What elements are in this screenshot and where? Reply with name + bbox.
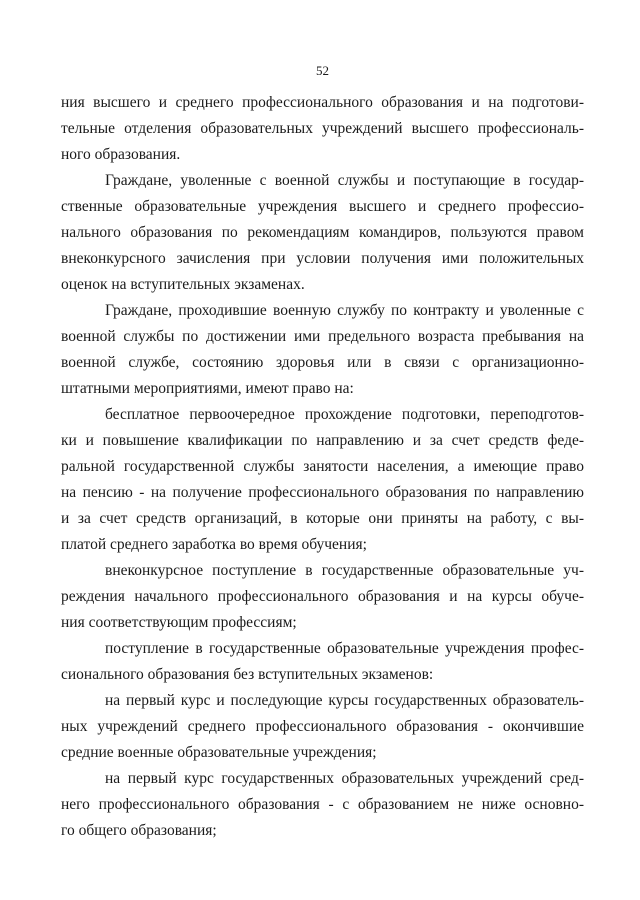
body-text (61, 90, 584, 844)
text-line: Граждане, проходившие военную службу по контракту и уволенные с (105, 302, 584, 319)
text-line: ных учреждений среднего профессионального образования - окончившие (61, 718, 584, 735)
text-line: Граждане, уволенные с военной службы и поступающие в государ- (105, 172, 584, 189)
text-line: го общего образования; (61, 822, 217, 839)
text-line: оценок на вступительных экзаменах. (61, 276, 305, 293)
text-line: средние военные образовательные учреждения; (61, 744, 377, 761)
text-line: ственные образовательные учреждения высшего и среднего профессио- (61, 198, 584, 215)
text-line: реждения начального профессионального образования и на курсы обуче- (61, 588, 584, 605)
paragraph (61, 558, 584, 636)
text-line: внеконкурсное поступление в государственные образовательные уч- (105, 562, 584, 579)
text-line: на первый курс государственных образовательных учреждений сред- (105, 770, 584, 787)
text-line: ния высшего и среднего профессионального образования и на подготови- (61, 94, 584, 111)
text-line: ральной государственной службы занятости населения, а имеющие право (61, 458, 584, 475)
text-line: платой среднего заработка во время обучения; (61, 536, 367, 553)
text-line: военной службы по достижении ими предельного возраста пребывания на (61, 328, 584, 345)
paragraph (61, 402, 584, 558)
text-line: поступление в государственные образовательные учреждения профес- (105, 640, 584, 657)
text-line: тельные отделения образовательных учреждений высшего профессиональ- (61, 120, 584, 137)
paragraph (61, 766, 584, 844)
text-line: ния соответствующим профессиям; (61, 614, 297, 631)
paragraph (61, 168, 584, 298)
text-line: бесплатное первоочередное прохождение подготовки, переподготов- (105, 406, 584, 423)
text-line: ки и повышение квалификации по направлению и за счет средств феде- (61, 432, 584, 449)
text-line: него профессионального образования - с образованием не ниже основно- (61, 796, 584, 813)
text-line: сионального образования без вступительных экзаменов: (61, 666, 434, 683)
text-line: штатными мероприятиями, имеют право на: (61, 380, 354, 397)
text-line: и за счет средств организаций, в которые они приняты на работу, с вы- (61, 510, 584, 527)
text-line: нального образования по рекомендациям командиров, пользуются правом (61, 224, 584, 241)
paragraph (61, 298, 584, 402)
text-line: военной службе, состоянию здоровья или в связи с организационно- (61, 354, 584, 371)
text-line: на пенсию - на получение профессионального образования по направлению (61, 484, 584, 501)
text-line: на первый курс и последующие курсы государственных образователь- (105, 692, 584, 709)
page-number: 52 (316, 63, 329, 78)
paragraph (61, 636, 584, 688)
text-line: внеконкурсного зачисления при условии получения ими положительных (61, 250, 584, 267)
paragraph (61, 90, 584, 168)
text-line: ного образования. (61, 146, 181, 163)
paragraph (61, 688, 584, 766)
